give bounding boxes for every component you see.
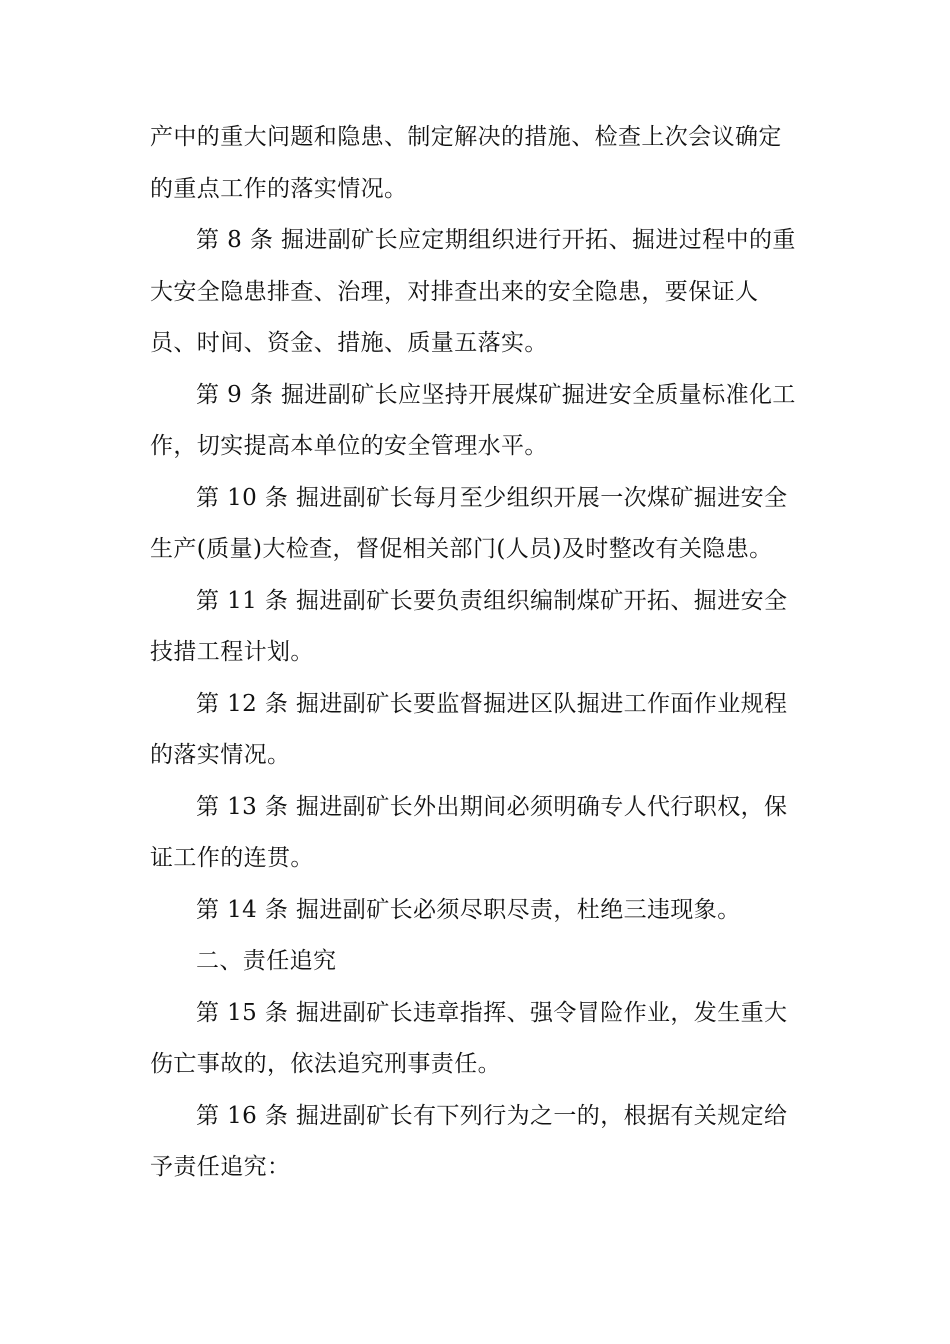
paragraph-article-12: 第 12 条 掘进副矿长要监督掘进区队掘进工作面作业规程的落实情况。: [150, 690, 788, 768]
paragraph-article-10: 第 10 条 掘进副矿长每月至少组织开展一次煤矿掘进安全生产(质量)大检查，督促相关部门(人员)及时整改有关隐患。: [150, 484, 788, 562]
paragraph-continuation: 产中的重大问题和隐患、制定解决的措施、检查上次会议确定的重点工作的落实情况。: [150, 124, 782, 202]
paragraph-article-11: 第 11 条 掘进副矿长要负责组织编制煤矿开拓、掘进安全技措工程计划。: [150, 587, 788, 665]
paragraph-article-16: 第 16 条 掘进副矿长有下列行为之一的，根据有关规定给予责任追究：: [150, 1102, 788, 1180]
paragraph-article-9: 第 9 条 掘进副矿长应坚持开展煤矿掘进安全质量标准化工作，切实提高本单位的安全管理水平。: [150, 381, 796, 459]
document-body: [150, 112, 802, 1194]
paragraph-article-15: 第 15 条 掘进副矿长违章指挥、强令冒险作业，发生重大伤亡事故的，依法追究刑事责任。: [150, 999, 788, 1077]
paragraph-article-8: 第 8 条 掘进副矿长应定期组织进行开拓、掘进过程中的重大安全隐患排查、治理，对排查出来的安全隐患，要保证人员、时间、资金、措施、质量五落实。: [150, 227, 796, 356]
section-heading-responsibility: 二、责任追究: [196, 948, 337, 974]
paragraph-article-14: 第 14 条 掘进副矿长必须尽职尽责，杜绝三违现象。: [196, 896, 741, 923]
paragraph-article-13: 第 13 条 掘进副矿长外出期间必须明确专人代行职权，保证工作的连贯。: [150, 793, 788, 871]
